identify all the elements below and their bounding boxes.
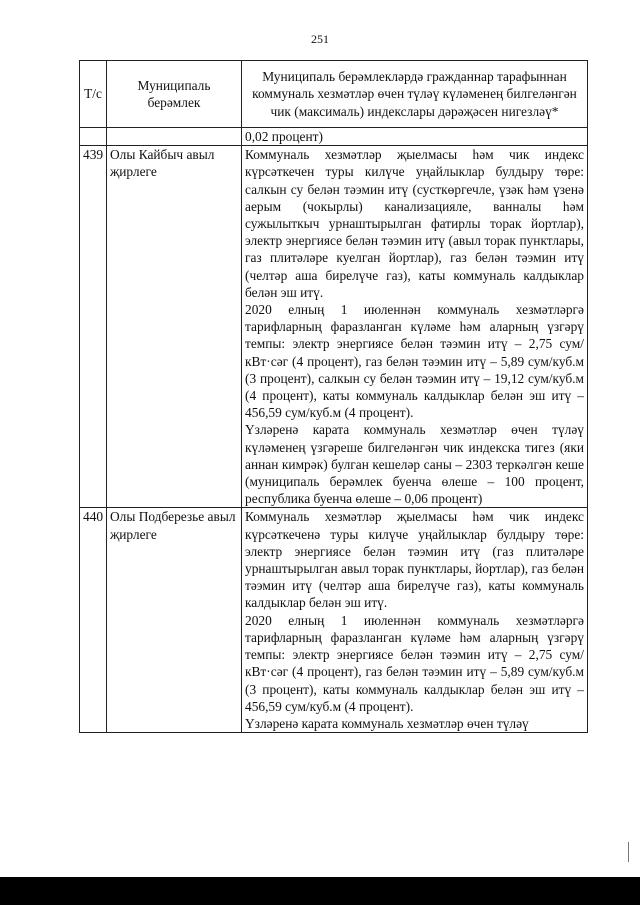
basis-paragraph: 2020 елның 1 июленнән коммуналь хезмәтләргә тарифларның фаразланган күләме һәм аларның үзгәрү темпы: электр энергиясе белән тәэмин итү – 2,75 сум/кВт·сәг (4 процент), газ белән тәэмин итү – 5,89 сум/куб.м (3 процент), салкын су белән тәэмин итү – 19,12 сум/куб.м (4 процент), каты коммуналь калдыклар белән эш итү – 456,59 сум/куб.м (4 процент). [245, 302, 584, 421]
basis-text [242, 508, 588, 733]
cell-empty [107, 128, 242, 146]
tariff-index-table [79, 60, 588, 733]
continuation-text: 0,02 процент) [242, 128, 588, 146]
header-basis: Муниципаль берәмлекләрдә гражданнар тарафыннан коммуналь хезмәтләр өчен түләү күләменең билгеләнгән чик (максималь) индекслары дәрәҗәсен нигезләү* [242, 61, 588, 128]
municipality-name: Олы Кайбыч авыл җирлеге [107, 146, 242, 508]
basis-text [242, 146, 588, 508]
scan-bottom-border [0, 877, 640, 905]
basis-paragraph: Үзләренә карата коммуналь хезмәтләр өчен түләү күләменең үзгәреше билгеләнгән чик индекска тигез (яки аннан кимрәк) булган кешеләр саны – 2303 теркәлгән кеше (муниципаль берәмлек буенча өлеше – 100 процент, республика буенча өлеше – 0,06 процент) [245, 422, 584, 507]
page-number: 251 [311, 32, 329, 46]
row-number: 439 [80, 146, 107, 508]
header-number: Т/с [80, 61, 107, 128]
header-municipality: Муниципаль берәмлек [107, 61, 242, 128]
table-row [80, 508, 588, 733]
row-number: 440 [80, 508, 107, 733]
basis-paragraph: Коммуналь хезмәтләр җыелмасы һәм чик индекс күрсәткеченә туры килүче уңайлыклар булдыру төре: электр энергиясе белән тәэмин итү (газ плитәләре урнаштырылган авыл торак пунктлары, йортлар), газ белән тәэмин итү (челтәр аша бирелүче газ), каты коммуналь калдыклар белән эш итү. [245, 509, 584, 611]
table-row-continuation [80, 128, 588, 146]
cell-empty [80, 128, 107, 146]
table-row [80, 146, 588, 508]
basis-paragraph: 2020 елның 1 июленнән коммуналь хезмәтләргә тарифларның фаразланган күләме һәм аларның үзгәрү темпы: электр энергиясе белән тәэмин итү – 2,75 сум/кВт·сәг (4 процент), газ белән тәэмин итү – 5,89 сум/куб.м (3 процент), каты коммуналь калдыклар белән эш итү – 456,59 сум/куб.м (4 процент). [245, 612, 584, 714]
scan-edge-mark [628, 842, 631, 862]
table-header-row [80, 61, 588, 128]
basis-paragraph: Үзләренә карата коммуналь хезмәтләр өчен түләү [245, 715, 529, 731]
basis-paragraph: Коммуналь хезмәтләр җыелмасы һәм чик индекс күрсәткечен туры килүче уңайлыклар булдыру төре: салкын су белән тәэмин итү (сусткөргечле, үзәк һәм үзенә аерым (чокырлы) канализацияле, ванналы һәм сужылыткыч урнаштырылган фатирлы торак йортлар), электр энергиясе белән тәэмин итү (авыл торак пунктлары, газ плитәләре куелган йортлар), газ белән тәэмин итү (челтәр аша бирелүче газ), каты коммуналь калдыклар белән эш итү. [245, 147, 584, 300]
municipality-name: Олы Подберезье авыл җирлеге [107, 508, 242, 733]
